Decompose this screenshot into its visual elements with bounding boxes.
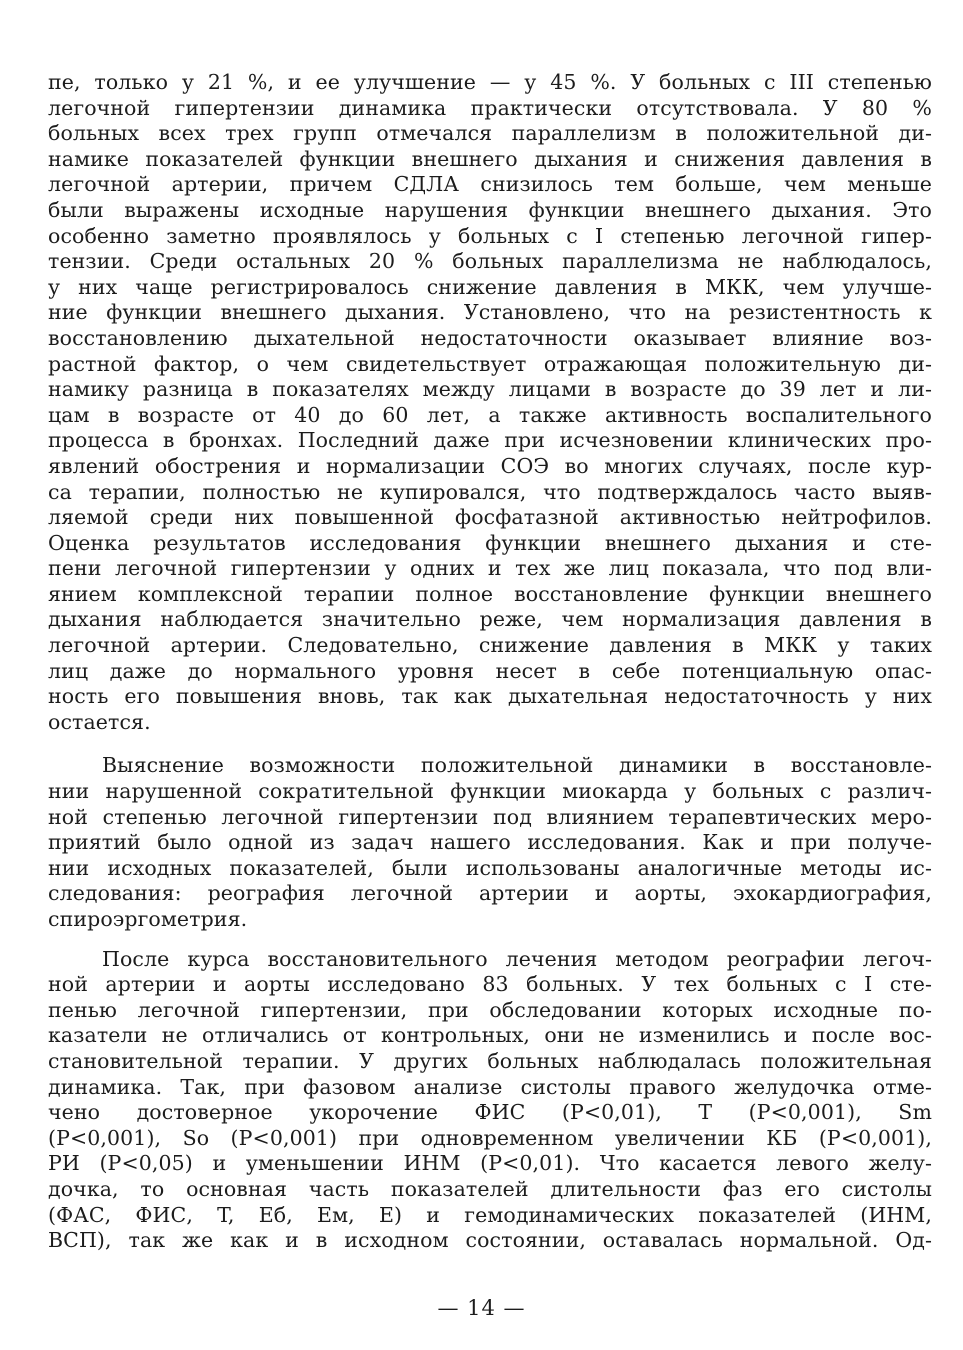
text-line: динамика. Так, при фазовом анализе систолы правого желудочка отме- <box>48 1074 932 1099</box>
text-line: чено достоверное укорочение ФИС (P<0,01), T (P<0,001), Sm <box>48 1100 932 1125</box>
text-line: са терапии, полностью не купировался, что подтверждалось часто выяв- <box>48 479 932 504</box>
text-line: остается. <box>48 709 151 734</box>
text-line: явлений обострения и нормализации СОЭ во многих случаях, после кур- <box>48 453 932 478</box>
page-number: — 14 — <box>437 1296 526 1320</box>
text-line: спироэргометрия. <box>48 907 248 931</box>
text-line: ние функции внешнего дыхания. Установлено, что на резистентность к <box>48 300 932 325</box>
text-line: Оценка результатов исследования функции внешнего дыхания и сте- <box>48 530 932 555</box>
text-line: ной артерии и аорты исследовано 83 больных. У тех больных с I сте- <box>48 972 932 997</box>
text-line: тензии. Среди остальных 20 % больных параллелизма не наблюдалось, <box>48 249 932 274</box>
paragraph-1 <box>48 70 932 735</box>
text-line: нии нарушенной сократительной функции миокарда у больных с различ- <box>48 779 932 804</box>
text-line: ность его повышения вновь, так как дыхательная недостаточность у них <box>48 684 932 709</box>
text-line: намику разница в показателях между лицами в возрасте до 39 лет и ли- <box>48 377 932 402</box>
text-line: янием комплексной терапии полное восстановление функции внешнего <box>48 581 932 606</box>
text-line: пе, только у 21 %, и ее улучшение — у 45 %. У больных с III степенью <box>48 70 932 94</box>
paragraph-2 <box>48 753 932 932</box>
text-line: пенью легочной гипертензии, при обследовании которых исходные по- <box>48 997 932 1022</box>
text-line: восстановлению дыхательной недостаточности оказывает влияние воз- <box>48 325 932 350</box>
text-line: приятий было одной из задач нашего исследования. Как и при получе- <box>48 830 932 855</box>
text-line: растной фактор, о чем свидетельствует отражающая положительную ди- <box>48 351 932 376</box>
text-line: казатели не отличались от контрольных, они не изменились и после вос- <box>48 1023 932 1048</box>
text-line: (ФАС, ФИС, T, Еб, Ем, Е) и гемодинамических показателей (ИНМ, <box>48 1202 932 1227</box>
text-line: легочной гипертензии динамика практически отсутствовала. У 80 % <box>48 95 932 120</box>
text-line: дыхания наблюдается значительно реже, чем нормализация давления в <box>48 607 932 632</box>
text-line: лиц даже до нормального уровня несет в себе потенциальную опас- <box>48 658 932 683</box>
text-line: После курса восстановительного лечения методом реографии легоч- <box>102 946 932 971</box>
text-line: намике показателей функции внешнего дыхания и снижения давления в <box>48 146 932 171</box>
text-line: следования: реография легочной артерии и аорты, эхокардиография, <box>48 881 932 906</box>
text-line: больных всех трех групп отмечался параллелизм в положительной ди- <box>48 121 932 146</box>
text-line: были выражены исходные нарушения функции внешнего дыхания. Это <box>48 197 932 222</box>
text-line: ной степенью легочной гипертензии под влиянием терапевтических меро- <box>48 804 932 829</box>
text-line: легочной артерии. Следовательно, снижение давления в МКК у таких <box>48 633 932 658</box>
text-line: ВСП), так же как и в исходном состоянии, оставалась нормальной. Од- <box>48 1228 932 1253</box>
text-line: цам в возрасте от 40 до 60 лет, а также активность воспалительного <box>48 402 932 427</box>
text-line: нии исходных показателей, были использованы аналогичные методы ис- <box>48 855 932 880</box>
text-line: процесса в бронхах. Последний даже при исчезновении клинических про- <box>48 428 932 453</box>
paragraph-3 <box>48 947 932 1254</box>
text-line: у них чаще регистрировалось снижение давления в МКК, чем улучше- <box>48 274 932 299</box>
text-line: РИ (P<0,05) и уменьшении ИНМ (P<0,01). Что касается левого желу- <box>48 1151 932 1176</box>
text-line: пени легочной гипертензии у одних и тех же лиц показала, что под вли- <box>48 556 932 581</box>
text-line: ляемой среди них повышенной фосфатазной активностью нейтрофилов. <box>48 505 932 530</box>
text-line: дочка, то основная часть показателей длительности фаз его систолы <box>48 1176 932 1201</box>
text-line: Выяснение возможности положительной динамики в восстановле- <box>102 753 932 778</box>
text-line: становительной терапии. У других больных наблюдалась положительная <box>48 1048 932 1073</box>
text-line: особенно заметно проявлялось у больных с I степенью легочной гипер- <box>48 223 932 248</box>
text-line: (P<0,001), So (P<0,001) при одновременном увеличении КБ (P<0,001), <box>48 1125 932 1150</box>
text-line: легочной артерии, причем СДЛА снизилось тем больше, чем меньше <box>48 172 932 197</box>
document-page <box>48 70 932 1310</box>
